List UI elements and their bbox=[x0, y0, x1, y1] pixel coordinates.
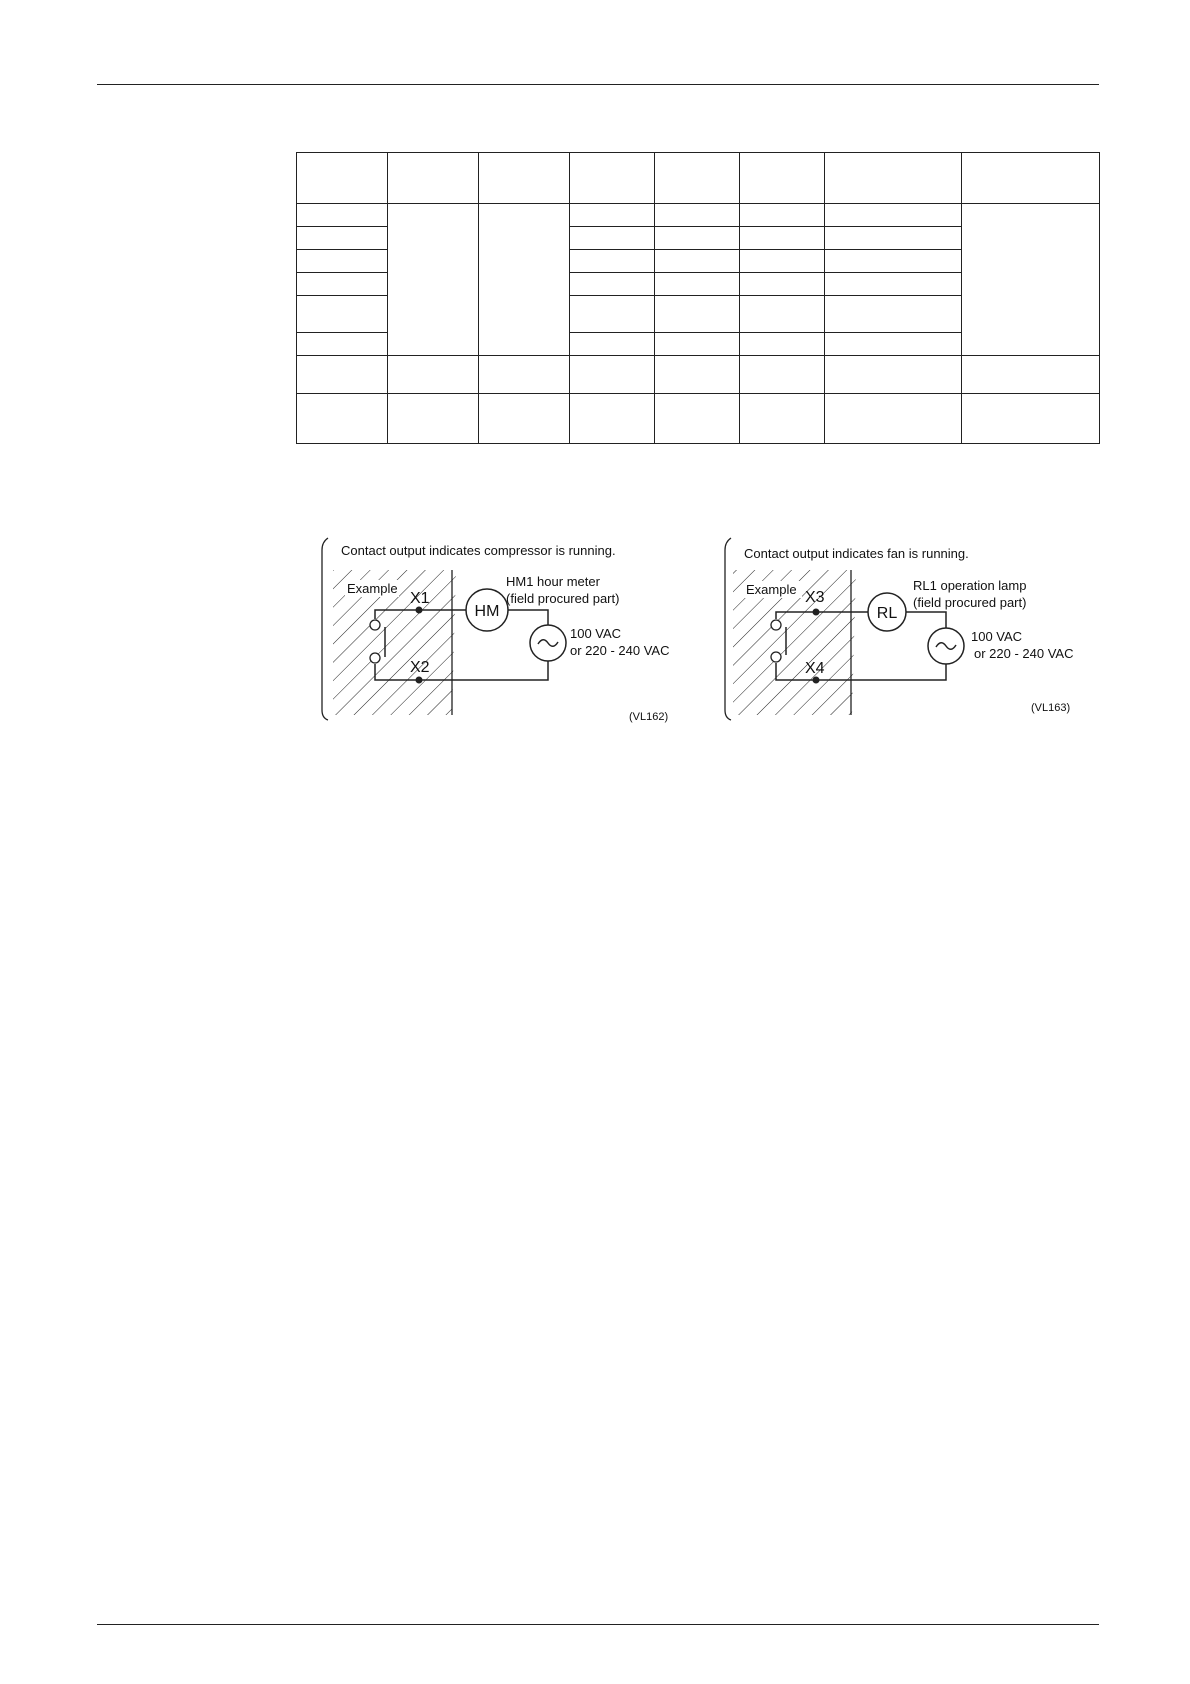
table-cell bbox=[655, 153, 740, 204]
table-cell bbox=[655, 356, 740, 394]
device-symbol: HM bbox=[474, 603, 500, 620]
table-cell bbox=[297, 227, 388, 250]
table-cell bbox=[297, 250, 388, 273]
table-cell bbox=[570, 333, 655, 356]
example-label: Example bbox=[347, 581, 398, 596]
table-cell bbox=[655, 394, 740, 444]
device-note: (field procured part) bbox=[506, 591, 620, 606]
table-cell bbox=[297, 273, 388, 296]
diagram-caption: Contact output indicates compressor is running. bbox=[341, 543, 616, 558]
table-cell bbox=[655, 227, 740, 250]
table-cell bbox=[825, 273, 962, 296]
table-cell bbox=[825, 394, 962, 444]
terminal-dot-bottom bbox=[813, 677, 820, 684]
table-cell bbox=[740, 204, 825, 227]
table-cell bbox=[297, 296, 388, 333]
table-cell bbox=[825, 333, 962, 356]
device-symbol: RL bbox=[876, 605, 898, 622]
table-cell bbox=[825, 250, 962, 273]
table-row bbox=[297, 153, 1100, 204]
table-cell bbox=[388, 356, 479, 394]
figure-code: (VL163) bbox=[1031, 702, 1071, 714]
table-cell bbox=[825, 227, 962, 250]
table-cell bbox=[479, 153, 570, 204]
table-cell bbox=[479, 356, 570, 394]
terminal-dot-bottom bbox=[416, 677, 423, 684]
table-cell bbox=[655, 273, 740, 296]
spec-table bbox=[296, 152, 1100, 444]
hour-meter-wiring-diagram bbox=[318, 530, 698, 730]
table-cell bbox=[570, 356, 655, 394]
terminal-label-bottom: X4 bbox=[805, 660, 825, 677]
table-cell bbox=[655, 204, 740, 227]
table-cell bbox=[962, 356, 1100, 394]
table-cell bbox=[962, 153, 1100, 204]
terminal-label-top: X3 bbox=[805, 589, 825, 606]
table-cell bbox=[740, 356, 825, 394]
diagram-caption: Contact output indicates fan is running. bbox=[744, 546, 969, 561]
table-cell bbox=[297, 394, 388, 444]
header-rule bbox=[97, 84, 1099, 85]
table-cell bbox=[740, 394, 825, 444]
table-cell bbox=[570, 153, 655, 204]
footer-rule bbox=[97, 1624, 1099, 1625]
table-cell bbox=[740, 333, 825, 356]
device-name: RL1 operation lamp bbox=[913, 578, 1027, 593]
table-cell bbox=[297, 153, 388, 204]
table-row bbox=[297, 394, 1100, 444]
table-cell bbox=[570, 204, 655, 227]
voltage-line-1: 100 VAC bbox=[971, 629, 1023, 644]
table-cell bbox=[479, 394, 570, 444]
voltage-line-2: or 220 - 240 VAC bbox=[974, 646, 1074, 661]
table-cell bbox=[825, 204, 962, 227]
table-cell bbox=[962, 394, 1100, 444]
terminal-dot-top bbox=[416, 607, 423, 614]
table-cell bbox=[297, 333, 388, 356]
table-cell bbox=[740, 273, 825, 296]
table-row bbox=[297, 356, 1100, 394]
table-cell bbox=[825, 296, 962, 333]
bracket-line bbox=[322, 538, 328, 720]
table-cell bbox=[740, 227, 825, 250]
table-cell bbox=[825, 153, 962, 204]
table-cell bbox=[655, 296, 740, 333]
terminal-label-bottom: X2 bbox=[410, 659, 430, 676]
device-name: HM1 hour meter bbox=[506, 574, 600, 589]
table-cell bbox=[570, 227, 655, 250]
table-cell bbox=[740, 296, 825, 333]
table-cell bbox=[740, 153, 825, 204]
table-cell bbox=[825, 356, 962, 394]
table-cell bbox=[297, 204, 388, 227]
table-cell bbox=[740, 250, 825, 273]
terminal-dot-top bbox=[813, 609, 820, 616]
table-cell bbox=[388, 394, 479, 444]
figure-code: (VL162) bbox=[629, 711, 669, 723]
device-note: (field procured part) bbox=[913, 595, 1027, 610]
bracket-line bbox=[725, 538, 731, 720]
ac-source-icon bbox=[928, 628, 964, 664]
table-cell bbox=[388, 204, 479, 356]
table-row bbox=[297, 204, 1100, 227]
table-cell bbox=[655, 250, 740, 273]
voltage-line-2: or 220 - 240 VAC bbox=[570, 643, 670, 658]
meter-circle-icon bbox=[466, 589, 508, 631]
operation-lamp-wiring-diagram bbox=[721, 530, 1101, 730]
table-cell bbox=[570, 296, 655, 333]
table-cell bbox=[388, 153, 479, 204]
example-label: Example bbox=[746, 582, 797, 597]
terminal-label-top: X1 bbox=[410, 590, 430, 607]
table-cell bbox=[962, 204, 1100, 356]
table-cell bbox=[297, 356, 388, 394]
voltage-line-1: 100 VAC bbox=[570, 626, 622, 641]
table-cell bbox=[570, 250, 655, 273]
table-cell bbox=[479, 204, 570, 356]
lamp-circle-icon bbox=[868, 593, 906, 631]
ac-source-icon bbox=[530, 625, 566, 661]
table-cell bbox=[570, 394, 655, 444]
table-cell bbox=[570, 273, 655, 296]
table-cell bbox=[655, 333, 740, 356]
